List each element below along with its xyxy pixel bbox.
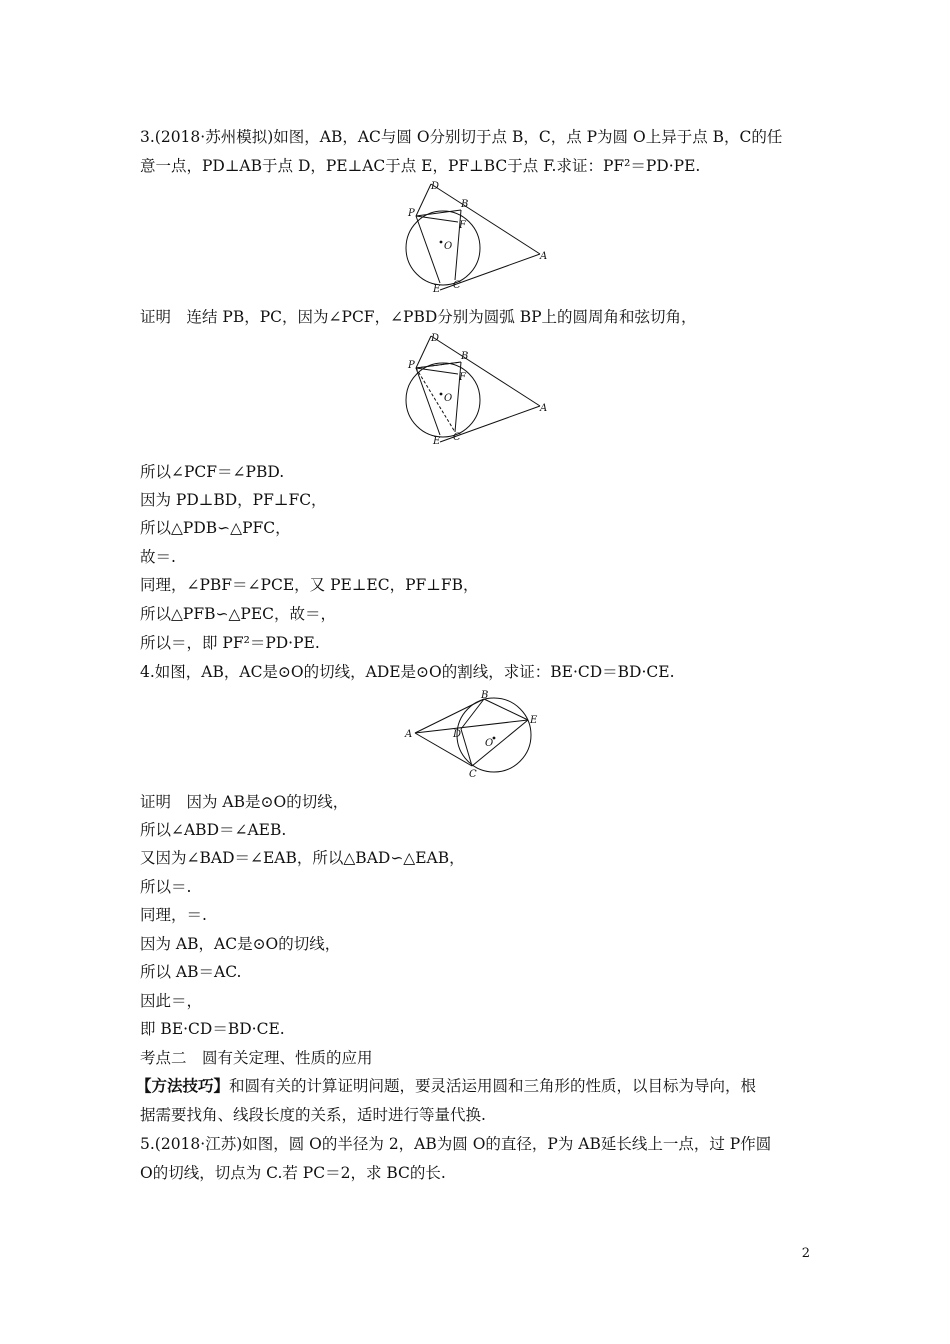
fig3-label-A: A bbox=[540, 251, 548, 262]
proof3-step-7: 所以＝，即 PF²＝PD·PE. bbox=[140, 634, 320, 652]
fig3b-label-C: C bbox=[453, 432, 461, 443]
section-title: 考点二 圆有关定理、性质的应用 bbox=[140, 1049, 373, 1067]
problem5-line1: 5.(2018·江苏)如图，圆 O的半径为 2，AB为圆 O的直径，P为 AB延长线上一点，过 P作圆 bbox=[140, 1135, 772, 1153]
figure-3b-diagram bbox=[400, 332, 560, 444]
problem5-line2: O的切线，切点为 C.若 PC＝2，求 BC的长. bbox=[140, 1164, 446, 1182]
fig4-label-O: O bbox=[485, 738, 494, 749]
fig3b-label-B: B bbox=[461, 351, 469, 362]
proof3-step-3: 所以△PDB∽△PFC， bbox=[140, 519, 291, 537]
method-tips-label: 【方法技巧】 bbox=[136, 1076, 230, 1095]
proof3-step-6: 所以△PFB∽△PEC，故＝， bbox=[140, 605, 337, 623]
fig3b-label-P: P bbox=[408, 360, 415, 371]
proof4-step-2: 所以∠ABD＝∠AEB. bbox=[140, 821, 287, 839]
figure-4-diagram bbox=[402, 690, 547, 780]
fig3-label-E: E bbox=[433, 284, 441, 292]
proof3-intro: 证明 连结 PB，PC，因为∠PCF，∠PBD分别为圆弧 BP上的圆周角和弦切角， bbox=[140, 308, 697, 326]
proof3-step-2: 因为 PD⊥BD，PF⊥FC， bbox=[140, 491, 327, 509]
fig3b-label-F: F bbox=[459, 372, 466, 383]
proof4-step-7: 所以 AB＝AC. bbox=[140, 963, 242, 981]
fig4-label-C: C bbox=[469, 769, 477, 780]
method-tips-text: 和圆有关的计算证明问题，要灵活运用圆和三角形的性质，以目标为导向，根 bbox=[229, 1077, 757, 1095]
method-tips-line1 bbox=[136, 1076, 756, 1096]
proof4-step-1: 证明 因为 AB是⊙O的切线， bbox=[140, 793, 349, 811]
fig3b-label-O: O bbox=[444, 393, 453, 404]
fig4-label-D: D bbox=[453, 729, 462, 740]
fig4-label-E: E bbox=[530, 715, 538, 726]
proof3-step-1: 所以∠PCF＝∠PBD. bbox=[140, 463, 285, 481]
problem3-line1: 3.(2018·苏州模拟)如图，AB，AC与圆 O分别切于点 B，C，点 P为圆 O上异于点 B，C的任 bbox=[140, 128, 783, 146]
proof4-step-8: 因此＝， bbox=[140, 992, 203, 1010]
problem4-text: 4.如图，AB，AC是⊙O的切线，ADE是⊙O的割线，求证：BE·CD＝BD·CE. bbox=[140, 663, 675, 681]
fig4-label-B: B bbox=[481, 690, 489, 701]
fig3-label-F: F bbox=[459, 220, 466, 231]
proof4-step-3: 又因为∠BAD＝∠EAB，所以△BAD∽△EAB， bbox=[140, 849, 465, 867]
fig3-label-C: C bbox=[453, 280, 461, 291]
fig4-label-A: A bbox=[405, 729, 413, 740]
problem3-line2: 意一点，PD⊥AB于点 D，PE⊥AC于点 E，PF⊥BC于点 F.求证：PF²＝PD·PE. bbox=[140, 157, 701, 175]
fig3-label-O: O bbox=[444, 241, 453, 252]
fig3-label-D: D bbox=[431, 181, 440, 192]
proof3-step-5: 同理，∠PBF＝∠PCE，又 PE⊥EC，PF⊥FB， bbox=[140, 576, 479, 594]
fig3b-label-E: E bbox=[433, 436, 441, 444]
proof4-step-4: 所以＝. bbox=[140, 878, 192, 896]
method-tips-line2: 据需要找角、线段长度的关系，适时进行等量代换. bbox=[140, 1106, 486, 1124]
fig3-label-B: B bbox=[461, 199, 469, 210]
fig3b-label-A: A bbox=[540, 403, 548, 414]
proof4-step-5: 同理，＝. bbox=[140, 906, 207, 924]
figure-3-diagram bbox=[400, 180, 560, 292]
proof4-step-6: 因为 AB，AC是⊙O的切线， bbox=[140, 935, 341, 953]
page-number: 2 bbox=[801, 1246, 810, 1261]
fig3b-label-D: D bbox=[431, 333, 440, 344]
proof3-step-4: 故＝. bbox=[140, 548, 176, 566]
fig3-label-P: P bbox=[408, 208, 415, 219]
proof4-step-9: 即 BE·CD＝BD·CE. bbox=[140, 1020, 285, 1038]
